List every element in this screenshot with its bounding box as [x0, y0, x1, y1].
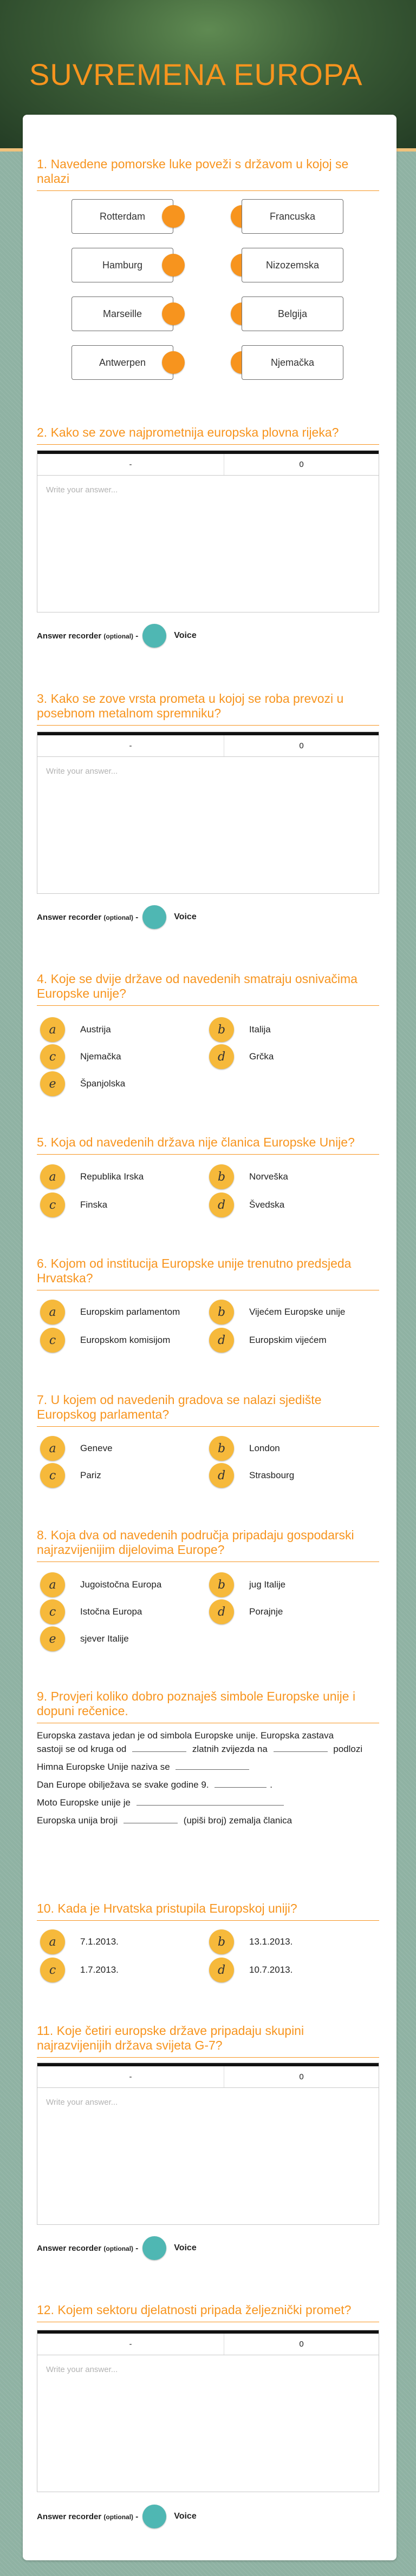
option-text: Strasbourg [249, 1470, 295, 1480]
option-text: Jugoistočna Europa [80, 1579, 162, 1590]
question-1 [37, 157, 379, 191]
table-col-1: - [37, 735, 224, 756]
option-text: Italija [249, 1024, 271, 1035]
blank-input[interactable] [123, 1814, 178, 1823]
answer-input-3[interactable]: Write your answer... [46, 767, 118, 776]
option-c[interactable] [40, 1958, 119, 1982]
question-6-title: 6. Kojom od institucija Europske unije trenutno predsjeda Hrvatska? [37, 1256, 379, 1290]
record-voice-button[interactable] [142, 2505, 166, 2528]
match-dot-left-1[interactable] [162, 205, 185, 228]
question-5-title: 5. Koja od navedenih država nije članica Europske Unije? [37, 1135, 379, 1155]
option-letter-badge: d [209, 1193, 234, 1217]
match-left-4[interactable]: Antwerpen [72, 345, 173, 380]
option-letter-badge: a [40, 1164, 65, 1189]
fill-line-6: Europska unija broji (upiši broj) zemalja članica [37, 1814, 384, 1827]
question-10 [37, 1901, 379, 1921]
table-col-1: - [37, 2334, 224, 2355]
option-letter-badge: c [40, 1328, 65, 1353]
option-d[interactable] [209, 1599, 283, 1624]
table-col-2: 0 [299, 2340, 304, 2349]
answer-input-12[interactable]: Write your answer... [46, 2365, 118, 2374]
option-letter-badge: b [209, 1017, 234, 1042]
option-text: jug Italije [249, 1579, 286, 1590]
option-text: 1.7.2013. [80, 1965, 119, 1975]
option-letter-badge: a [40, 1929, 65, 1954]
answer-recorder-12 [37, 2504, 197, 2529]
answer-input-2[interactable]: Write your answer... [46, 485, 118, 495]
option-b[interactable] [209, 1436, 280, 1461]
blank-input[interactable] [274, 1742, 328, 1752]
recorder-label: Answer recorder [37, 912, 102, 922]
question-8-title: 8. Koja dva od navedenih područja pripadaju gospodarski najrazvijenijim dijelovima Europe? [37, 1528, 379, 1562]
option-letter-badge: c [40, 1193, 65, 1217]
blank-input[interactable] [132, 1742, 186, 1752]
question-4-title: 4. Koje se dvije države od navedenih smatraju osnivačima Europske unije? [37, 972, 379, 1006]
recorder-dash: - [135, 912, 139, 922]
option-letter-badge: e [40, 1626, 65, 1651]
table-col-1: - [37, 2066, 224, 2087]
question-9-title: 9. Provjeri koliko dobro poznaješ simbole Europske unije i dopuni rečenice. [37, 1689, 379, 1723]
option-c[interactable] [40, 1599, 142, 1624]
question-11-title: 11. Koje četiri europske države pripadaju skupini najrazvijenijih država svijeta G-7? [37, 2024, 379, 2058]
option-letter-badge: d [209, 1328, 234, 1353]
option-e[interactable] [40, 1071, 125, 1096]
option-letter-badge: e [40, 1071, 65, 1096]
answer-recorder-3 [37, 905, 197, 930]
option-text: Norveška [249, 1171, 288, 1182]
recorder-optional: (optional) [103, 632, 134, 640]
option-b[interactable] [209, 1164, 288, 1189]
question-2 [37, 425, 379, 445]
option-text: Grčka [249, 1051, 274, 1062]
option-d[interactable] [209, 1463, 294, 1488]
option-letter-badge: d [209, 1044, 234, 1069]
recorder-dash: - [135, 631, 139, 641]
option-c[interactable] [40, 1193, 107, 1217]
option-text: 13.1.2013. [249, 1936, 293, 1947]
answer-table-2 [37, 450, 379, 612]
recorder-label: Answer recorder [37, 2243, 102, 2253]
question-4 [37, 972, 379, 1006]
match-dot-left-3[interactable] [162, 302, 185, 325]
fill-line-3: Himna Europske Unije naziva se [37, 1760, 384, 1774]
question-7 [37, 1393, 379, 1427]
option-letter-badge: c [40, 1599, 65, 1624]
option-c[interactable] [40, 1463, 101, 1488]
match-right-4[interactable]: Njemačka [242, 345, 343, 380]
option-text: Geneve [80, 1443, 113, 1453]
fill-line-2: sastoji se od kruga od zlatnih zvijezda na podlozi [37, 1742, 384, 1756]
option-letter-badge: c [40, 1463, 65, 1488]
option-letter-badge: a [40, 1572, 65, 1597]
option-text: London [249, 1443, 280, 1453]
voice-label: Voice [174, 2512, 197, 2521]
option-letter-badge: d [209, 1958, 234, 1982]
record-voice-button[interactable] [142, 905, 166, 929]
blank-input[interactable] [176, 1760, 249, 1770]
match-dot-left-4[interactable] [162, 351, 185, 374]
question-9 [37, 1689, 379, 1723]
question-3-title: 3. Kako se zove vrsta prometa u kojoj se roba prevozi u posebnom metalnom spremniku? [37, 691, 379, 726]
match-dot-left-2[interactable] [162, 254, 185, 276]
option-letter-badge: d [209, 1599, 234, 1624]
option-d[interactable] [209, 1044, 274, 1069]
option-text: 10.7.2013. [249, 1965, 293, 1975]
option-a[interactable] [40, 1929, 119, 1954]
answer-input-11[interactable]: Write your answer... [46, 2098, 118, 2107]
option-e[interactable] [40, 1626, 129, 1651]
voice-label: Voice [174, 631, 197, 640]
question-11 [37, 2024, 379, 2058]
question-6 [37, 1256, 379, 1290]
recorder-label: Answer recorder [37, 631, 102, 641]
question-8 [37, 1528, 379, 1562]
recorder-dash: - [135, 2243, 139, 2253]
answer-table-header [37, 451, 379, 476]
recorder-optional: (optional) [103, 913, 134, 921]
option-a[interactable] [40, 1017, 111, 1042]
option-text: Njemačka [80, 1051, 121, 1062]
option-text: Pariz [80, 1470, 101, 1480]
recorder-dash: - [135, 2512, 139, 2521]
option-letter-badge: b [209, 1300, 234, 1325]
option-letter-badge: a [40, 1436, 65, 1461]
question-7-title: 7. U kojem od navedenih gradova se nalazi sjedište Europskog parlamenta? [37, 1393, 379, 1427]
question-2-title: 2. Kako se zove najprometnija europska plovna rijeka? [37, 425, 379, 445]
option-d[interactable] [209, 1958, 292, 1982]
option-letter-badge: d [209, 1463, 234, 1488]
question-5 [37, 1135, 379, 1155]
match-left-2[interactable]: Hamburg [72, 248, 173, 282]
voice-label: Voice [174, 912, 197, 921]
option-letter-badge: b [209, 1572, 234, 1597]
question-12-title: 12. Kojem sektoru djelatnosti pripada željeznički promet? [37, 2303, 379, 2322]
option-d[interactable] [209, 1328, 327, 1353]
match-right-1[interactable]: Francuska [242, 199, 343, 234]
option-text: 7.1.2013. [80, 1936, 119, 1947]
table-col-2: 0 [299, 741, 304, 750]
match-left-3[interactable]: Marseille [72, 297, 173, 331]
option-text: Finska [80, 1200, 108, 1210]
option-c[interactable] [40, 1044, 121, 1069]
fill-line-4: Dan Europe obilježava se svake godine 9. . [37, 1778, 384, 1791]
option-letter-badge: c [40, 1044, 65, 1069]
option-text: Vijećem Europske unije [249, 1307, 346, 1317]
blank-input[interactable] [214, 1778, 266, 1788]
option-b[interactable] [209, 1300, 345, 1325]
option-letter-badge: a [40, 1300, 65, 1325]
answer-recorder-2 [37, 623, 197, 648]
option-letter-badge: a [40, 1017, 65, 1042]
option-letter-badge: c [40, 1958, 65, 1982]
option-text: Švedska [249, 1200, 285, 1210]
answer-recorder-11 [37, 2236, 197, 2261]
record-voice-button[interactable] [142, 2236, 166, 2260]
recorder-optional: (optional) [103, 2244, 134, 2252]
option-text: Španjolska [80, 1078, 126, 1089]
question-1-title: 1. Navedene pomorske luke poveži s državom u kojoj se nalazi [37, 157, 379, 191]
option-text: Porajnje [249, 1606, 283, 1617]
option-a[interactable] [40, 1436, 113, 1461]
option-letter-badge: b [209, 1436, 234, 1461]
option-text: Europskim vijećem [249, 1335, 327, 1345]
question-3 [37, 691, 379, 726]
table-col-2: 0 [299, 2072, 304, 2081]
answer-table-3 [37, 732, 379, 894]
option-text: Austrija [80, 1024, 111, 1035]
option-b[interactable] [209, 1572, 285, 1597]
option-text: Europskim parlamentom [80, 1307, 180, 1317]
match-right-2[interactable]: Nizozemska [242, 248, 343, 282]
recorder-label: Answer recorder [37, 2512, 102, 2521]
option-letter-badge: b [209, 1929, 234, 1954]
question-12 [37, 2303, 379, 2322]
recorder-optional: (optional) [103, 2513, 134, 2521]
answer-table-header [37, 2330, 379, 2355]
option-d[interactable] [209, 1193, 284, 1217]
record-voice-button[interactable] [142, 624, 166, 648]
answer-table-header [37, 732, 379, 757]
voice-label: Voice [174, 2243, 197, 2252]
table-col-2: 0 [299, 460, 304, 469]
blank-input[interactable] [136, 1796, 284, 1806]
answer-table-header [37, 2063, 379, 2088]
option-text: Istočna Europa [80, 1606, 142, 1617]
match-right-3[interactable]: Belgija [242, 297, 343, 331]
page-title: SUVREMENA EUROPA [29, 57, 363, 91]
option-a[interactable] [40, 1164, 144, 1189]
table-col-1: - [37, 454, 224, 475]
option-text: Republika Irska [80, 1171, 144, 1182]
fill-in-text [37, 1729, 384, 1827]
answer-table-11 [37, 2063, 379, 2225]
fill-line-5: Moto Europske unije je [37, 1796, 384, 1809]
match-left-1[interactable]: Rotterdam [72, 199, 173, 234]
option-c[interactable] [40, 1328, 170, 1353]
option-b[interactable] [209, 1017, 271, 1042]
option-b[interactable] [209, 1929, 292, 1954]
option-text: sjever Italije [80, 1633, 129, 1644]
option-text: Europskom komisijom [80, 1335, 171, 1345]
answer-table-12 [37, 2330, 379, 2492]
question-10-title: 10. Kada je Hrvatska pristupila Europskoj uniji? [37, 1901, 379, 1921]
fill-line-1: Europska zastava jedan je od simbola Europske unije. Europska zastava [37, 1730, 334, 1741]
option-a[interactable] [40, 1300, 180, 1325]
option-letter-badge: b [209, 1164, 234, 1189]
option-a[interactable] [40, 1572, 161, 1597]
